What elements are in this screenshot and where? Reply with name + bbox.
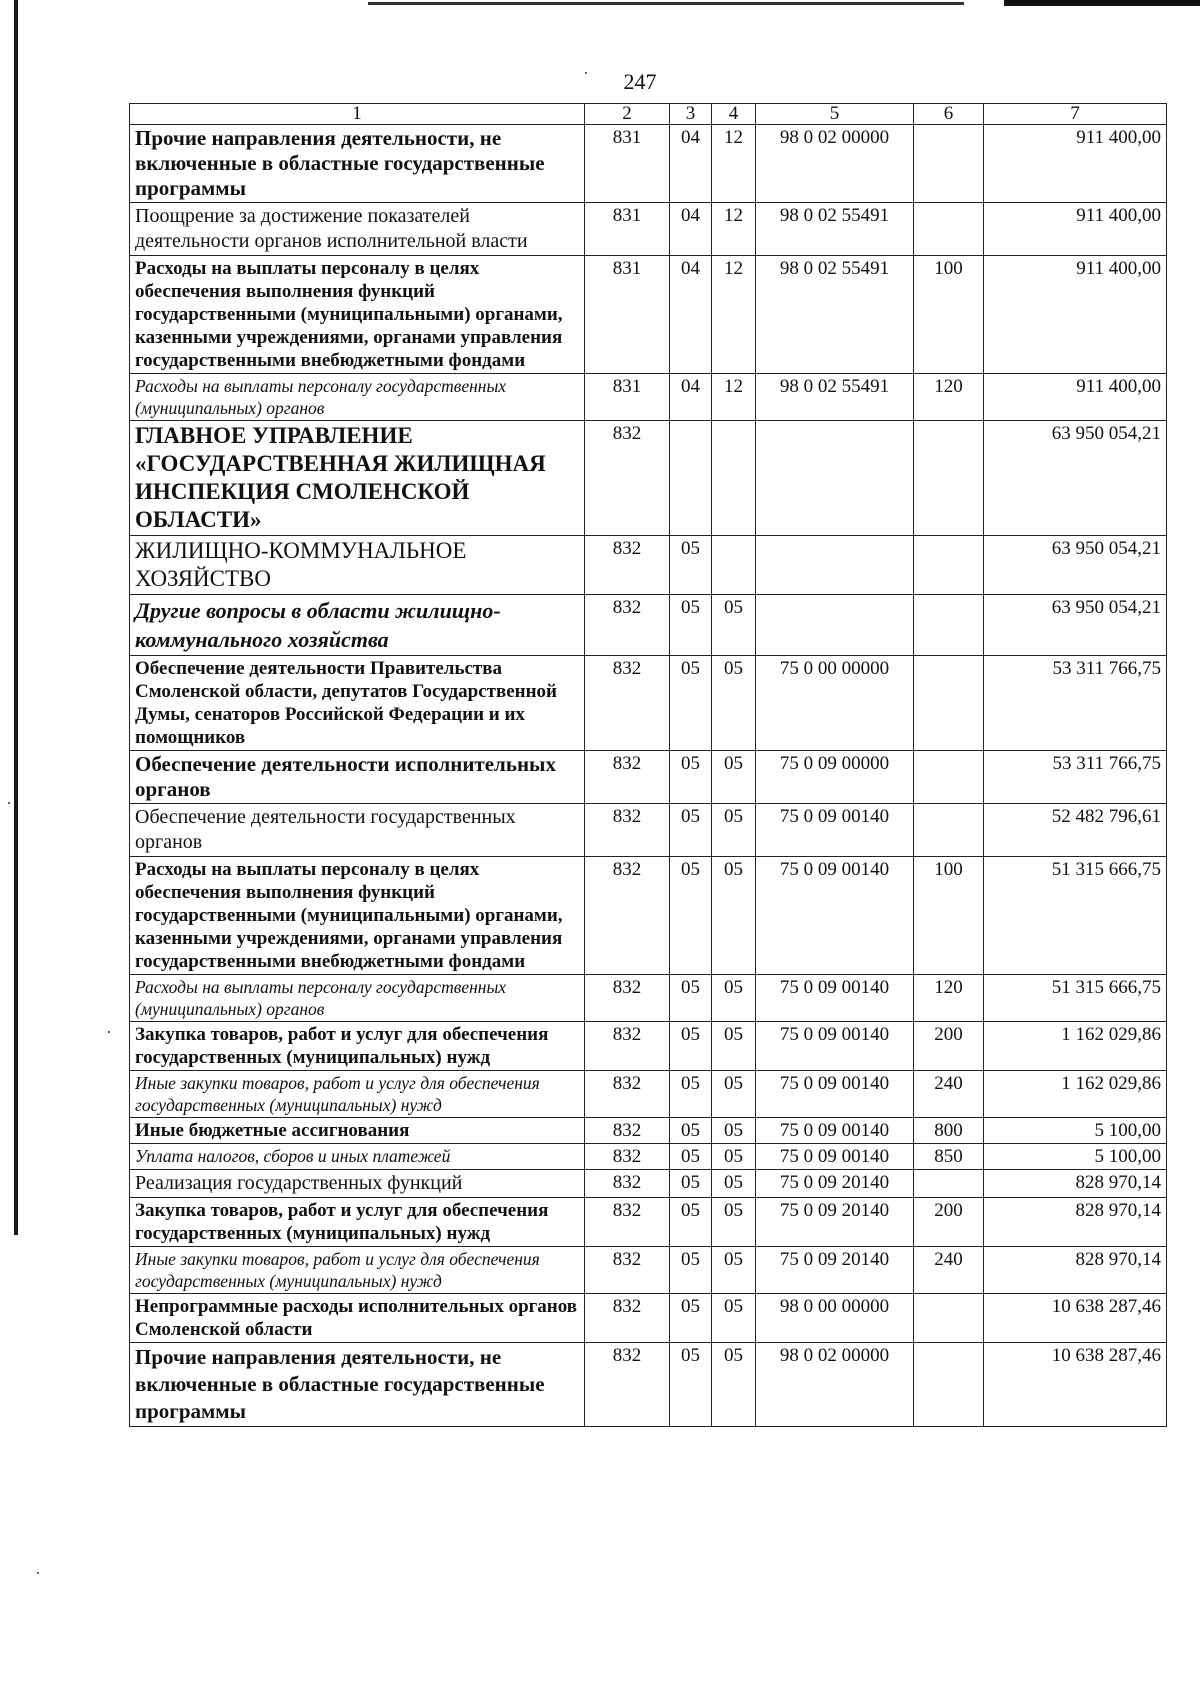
amount-cell: 911 400,00: [984, 374, 1167, 421]
section-cell: 04: [670, 256, 712, 374]
amount-cell: 53 311 766,75: [984, 656, 1167, 751]
section-cell: 05: [670, 1071, 712, 1118]
table-row: [130, 125, 1167, 203]
header-cell: 3: [670, 104, 712, 125]
row-name-cell: Непрограммные расходы исполнительных органов Смоленской области: [130, 1294, 585, 1343]
admin-code-cell: 831: [585, 374, 670, 421]
admin-code-cell: 832: [585, 1170, 670, 1198]
row-name-cell: Закупка товаров, работ и услуг для обеспечения государственных (муниципальных) нужд: [130, 1198, 585, 1247]
target-article-cell: [756, 536, 914, 595]
section-cell: 05: [670, 1198, 712, 1247]
header-cell: 5: [756, 104, 914, 125]
admin-code-cell: 832: [585, 975, 670, 1022]
amount-cell: 51 315 666,75: [984, 975, 1167, 1022]
header-cell: 4: [712, 104, 756, 125]
section-cell: [670, 421, 712, 536]
amount-cell: 828 970,14: [984, 1247, 1167, 1294]
admin-code-cell: 832: [585, 536, 670, 595]
section-cell: 04: [670, 125, 712, 203]
table-row: [130, 421, 1167, 536]
table-row: [130, 536, 1167, 595]
row-name-cell: Закупка товаров, работ и услуг для обеспечения государственных (муниципальных) нужд: [130, 1022, 585, 1071]
subsection-cell: 05: [712, 1144, 756, 1170]
subsection-cell: 05: [712, 595, 756, 656]
target-article-cell: 75 0 09 00000: [756, 751, 914, 804]
row-name-cell: Другие вопросы в области жилищно-коммунального хозяйства: [130, 595, 585, 656]
target-article-cell: [756, 595, 914, 656]
target-article-cell: 75 0 09 20140: [756, 1170, 914, 1198]
expense-type-cell: 120: [914, 975, 984, 1022]
target-article-cell: [756, 421, 914, 536]
subsection-cell: [712, 536, 756, 595]
row-name-cell: Иные закупки товаров, работ и услуг для обеспечения государственных (муниципальных) нужд: [130, 1071, 585, 1118]
expense-type-cell: [914, 536, 984, 595]
subsection-cell: 05: [712, 1198, 756, 1247]
subsection-cell: 05: [712, 1118, 756, 1144]
table-row: [130, 975, 1167, 1022]
admin-code-cell: 832: [585, 1247, 670, 1294]
expense-type-cell: 100: [914, 857, 984, 975]
amount-cell: 52 482 796,61: [984, 804, 1167, 857]
admin-code-cell: 832: [585, 857, 670, 975]
table-row: [130, 857, 1167, 975]
section-cell: 05: [670, 595, 712, 656]
scan-border-left: [14, 0, 18, 1235]
row-name-cell: Обеспечение деятельности Правительства Смоленской области, депутатов Государственной Думы, сенаторов Российской Федерации и их помощников: [130, 656, 585, 751]
admin-code-cell: 832: [585, 595, 670, 656]
section-cell: 05: [670, 975, 712, 1022]
subsection-cell: 05: [712, 751, 756, 804]
expense-type-cell: [914, 1294, 984, 1343]
table-header-row: [130, 104, 1167, 125]
subsection-cell: 05: [712, 804, 756, 857]
section-cell: 04: [670, 374, 712, 421]
amount-cell: 51 315 666,75: [984, 857, 1167, 975]
expense-type-cell: [914, 1170, 984, 1198]
subsection-cell: 05: [712, 975, 756, 1022]
row-name-cell: Расходы на выплаты персоналу в целях обеспечения выполнения функций государственными (муниципальными) органами, казенными учреждениями, органами управления государственными внебюджетными фондами: [130, 857, 585, 975]
amount-cell: 63 950 054,21: [984, 595, 1167, 656]
scan-speck: [108, 1031, 110, 1033]
table-row: [130, 656, 1167, 751]
expense-type-cell: 800: [914, 1118, 984, 1144]
scan-border-top: [368, 2, 964, 5]
table-row: [130, 256, 1167, 374]
subsection-cell: 05: [712, 1343, 756, 1427]
target-article-cell: 75 0 09 00140: [756, 975, 914, 1022]
subsection-cell: 12: [712, 256, 756, 374]
target-article-cell: 75 0 00 00000: [756, 656, 914, 751]
target-article-cell: 75 0 09 00140: [756, 1144, 914, 1170]
expense-type-cell: [914, 751, 984, 804]
admin-code-cell: 832: [585, 804, 670, 857]
expense-type-cell: 200: [914, 1022, 984, 1071]
section-cell: 05: [670, 751, 712, 804]
target-article-cell: 75 0 09 00140: [756, 1071, 914, 1118]
row-name-cell: Иные бюджетные ассигнования: [130, 1118, 585, 1144]
table-row: [130, 1022, 1167, 1071]
section-cell: 05: [670, 1247, 712, 1294]
row-name-cell: Поощрение за достижение показателей деятельности органов исполнительной власти: [130, 203, 585, 256]
target-article-cell: 98 0 02 00000: [756, 1343, 914, 1427]
admin-code-cell: 832: [585, 1198, 670, 1247]
row-name-cell: Уплата налогов, сборов и иных платежей: [130, 1144, 585, 1170]
target-article-cell: 75 0 09 20140: [756, 1247, 914, 1294]
table-row: [130, 1071, 1167, 1118]
table-row: [130, 203, 1167, 256]
table-row: [130, 1198, 1167, 1247]
target-article-cell: 98 0 02 55491: [756, 256, 914, 374]
table-row: [130, 1170, 1167, 1198]
scan-speck: [585, 72, 587, 74]
subsection-cell: 12: [712, 125, 756, 203]
row-name-cell: Прочие направления деятельности, не включенные в областные государственные программы: [130, 1343, 585, 1427]
subsection-cell: 05: [712, 1170, 756, 1198]
expense-type-cell: 120: [914, 374, 984, 421]
scan-border-top-right: [1004, 0, 1200, 6]
scan-speck: [8, 802, 10, 804]
amount-cell: 5 100,00: [984, 1144, 1167, 1170]
expense-type-cell: 240: [914, 1071, 984, 1118]
table-row: [130, 751, 1167, 804]
target-article-cell: 75 0 09 00140: [756, 804, 914, 857]
admin-code-cell: 831: [585, 203, 670, 256]
row-name-cell: Расходы на выплаты персоналу государственных (муниципальных) органов: [130, 975, 585, 1022]
target-article-cell: 98 0 02 55491: [756, 374, 914, 421]
amount-cell: 911 400,00: [984, 125, 1167, 203]
amount-cell: 5 100,00: [984, 1118, 1167, 1144]
target-article-cell: 98 0 02 55491: [756, 203, 914, 256]
amount-cell: 63 950 054,21: [984, 421, 1167, 536]
subsection-cell: 05: [712, 1294, 756, 1343]
amount-cell: 63 950 054,21: [984, 536, 1167, 595]
admin-code-cell: 831: [585, 256, 670, 374]
expense-type-cell: [914, 1343, 984, 1427]
row-name-cell: Обеспечение деятельности исполнительных органов: [130, 751, 585, 804]
expense-type-cell: 240: [914, 1247, 984, 1294]
amount-cell: 1 162 029,86: [984, 1071, 1167, 1118]
table-row: [130, 804, 1167, 857]
table-row: [130, 1118, 1167, 1144]
target-article-cell: 75 0 09 20140: [756, 1198, 914, 1247]
table-row: [130, 595, 1167, 656]
row-name-cell: Прочие направления деятельности, не включенные в областные государственные программы: [130, 125, 585, 203]
section-cell: 05: [670, 857, 712, 975]
expense-type-cell: [914, 656, 984, 751]
section-cell: 05: [670, 1022, 712, 1071]
section-cell: 05: [670, 536, 712, 595]
admin-code-cell: 832: [585, 421, 670, 536]
table-row: [130, 1144, 1167, 1170]
expense-type-cell: 100: [914, 256, 984, 374]
section-cell: 05: [670, 1343, 712, 1427]
section-cell: 05: [670, 656, 712, 751]
admin-code-cell: 832: [585, 656, 670, 751]
row-name-cell: Реализация государственных функций: [130, 1170, 585, 1198]
amount-cell: 10 638 287,46: [984, 1343, 1167, 1427]
expense-type-cell: [914, 804, 984, 857]
table-row: [130, 1343, 1167, 1427]
section-cell: 05: [670, 1118, 712, 1144]
page-number: 247: [623, 69, 657, 94]
table-row: [130, 1294, 1167, 1343]
target-article-cell: 75 0 09 00140: [756, 857, 914, 975]
row-name-cell: Обеспечение деятельности государственных органов: [130, 804, 585, 857]
subsection-cell: 05: [712, 656, 756, 751]
subsection-cell: 05: [712, 1247, 756, 1294]
subsection-cell: 12: [712, 203, 756, 256]
row-name-cell: Расходы на выплаты персоналу государственных (муниципальных) органов: [130, 374, 585, 421]
amount-cell: 828 970,14: [984, 1170, 1167, 1198]
section-cell: 05: [670, 804, 712, 857]
section-cell: 04: [670, 203, 712, 256]
admin-code-cell: 832: [585, 1022, 670, 1071]
amount-cell: 1 162 029,86: [984, 1022, 1167, 1071]
section-cell: 05: [670, 1144, 712, 1170]
admin-code-cell: 832: [585, 1071, 670, 1118]
scan-speck: [37, 1572, 39, 1574]
expense-type-cell: [914, 125, 984, 203]
subsection-cell: 05: [712, 1022, 756, 1071]
admin-code-cell: 832: [585, 751, 670, 804]
header-cell: 2: [585, 104, 670, 125]
subsection-cell: [712, 421, 756, 536]
target-article-cell: 98 0 00 00000: [756, 1294, 914, 1343]
target-article-cell: 75 0 09 00140: [756, 1118, 914, 1144]
admin-code-cell: 832: [585, 1144, 670, 1170]
admin-code-cell: 832: [585, 1118, 670, 1144]
admin-code-cell: 832: [585, 1343, 670, 1427]
expense-type-cell: [914, 203, 984, 256]
section-cell: 05: [670, 1294, 712, 1343]
admin-code-cell: 832: [585, 1294, 670, 1343]
expense-type-cell: [914, 595, 984, 656]
subsection-cell: 05: [712, 857, 756, 975]
amount-cell: 828 970,14: [984, 1198, 1167, 1247]
subsection-cell: 05: [712, 1071, 756, 1118]
amount-cell: 911 400,00: [984, 203, 1167, 256]
table-row: [130, 1247, 1167, 1294]
row-name-cell: Иные закупки товаров, работ и услуг для обеспечения государственных (муниципальных) нужд: [130, 1247, 585, 1294]
expense-type-cell: [914, 421, 984, 536]
expense-type-cell: 850: [914, 1144, 984, 1170]
header-cell: 1: [130, 104, 585, 125]
header-cell: 6: [914, 104, 984, 125]
target-article-cell: 75 0 09 00140: [756, 1022, 914, 1071]
admin-code-cell: 831: [585, 125, 670, 203]
subsection-cell: 12: [712, 374, 756, 421]
header-cell: 7: [984, 104, 1167, 125]
expense-type-cell: 200: [914, 1198, 984, 1247]
amount-cell: 10 638 287,46: [984, 1294, 1167, 1343]
amount-cell: 53 311 766,75: [984, 751, 1167, 804]
section-cell: 05: [670, 1170, 712, 1198]
row-name-cell: Расходы на выплаты персоналу в целях обеспечения выполнения функций государственными (муниципальными) органами, казенными учреждениями, органами управления государственными внебюджетными фондами: [130, 256, 585, 374]
target-article-cell: 98 0 02 00000: [756, 125, 914, 203]
amount-cell: 911 400,00: [984, 256, 1167, 374]
row-name-cell: ГЛАВНОЕ УПРАВЛЕНИЕ «ГОСУДАРСТВЕННАЯ ЖИЛИЩНАЯ ИНСПЕКЦИЯ СМОЛЕНСКОЙ ОБЛАСТИ»: [130, 421, 585, 536]
budget-table: [129, 103, 1167, 1427]
table-row: [130, 374, 1167, 421]
row-name-cell: ЖИЛИЩНО-КОММУНАЛЬНОЕ ХОЗЯЙСТВО: [130, 536, 585, 595]
